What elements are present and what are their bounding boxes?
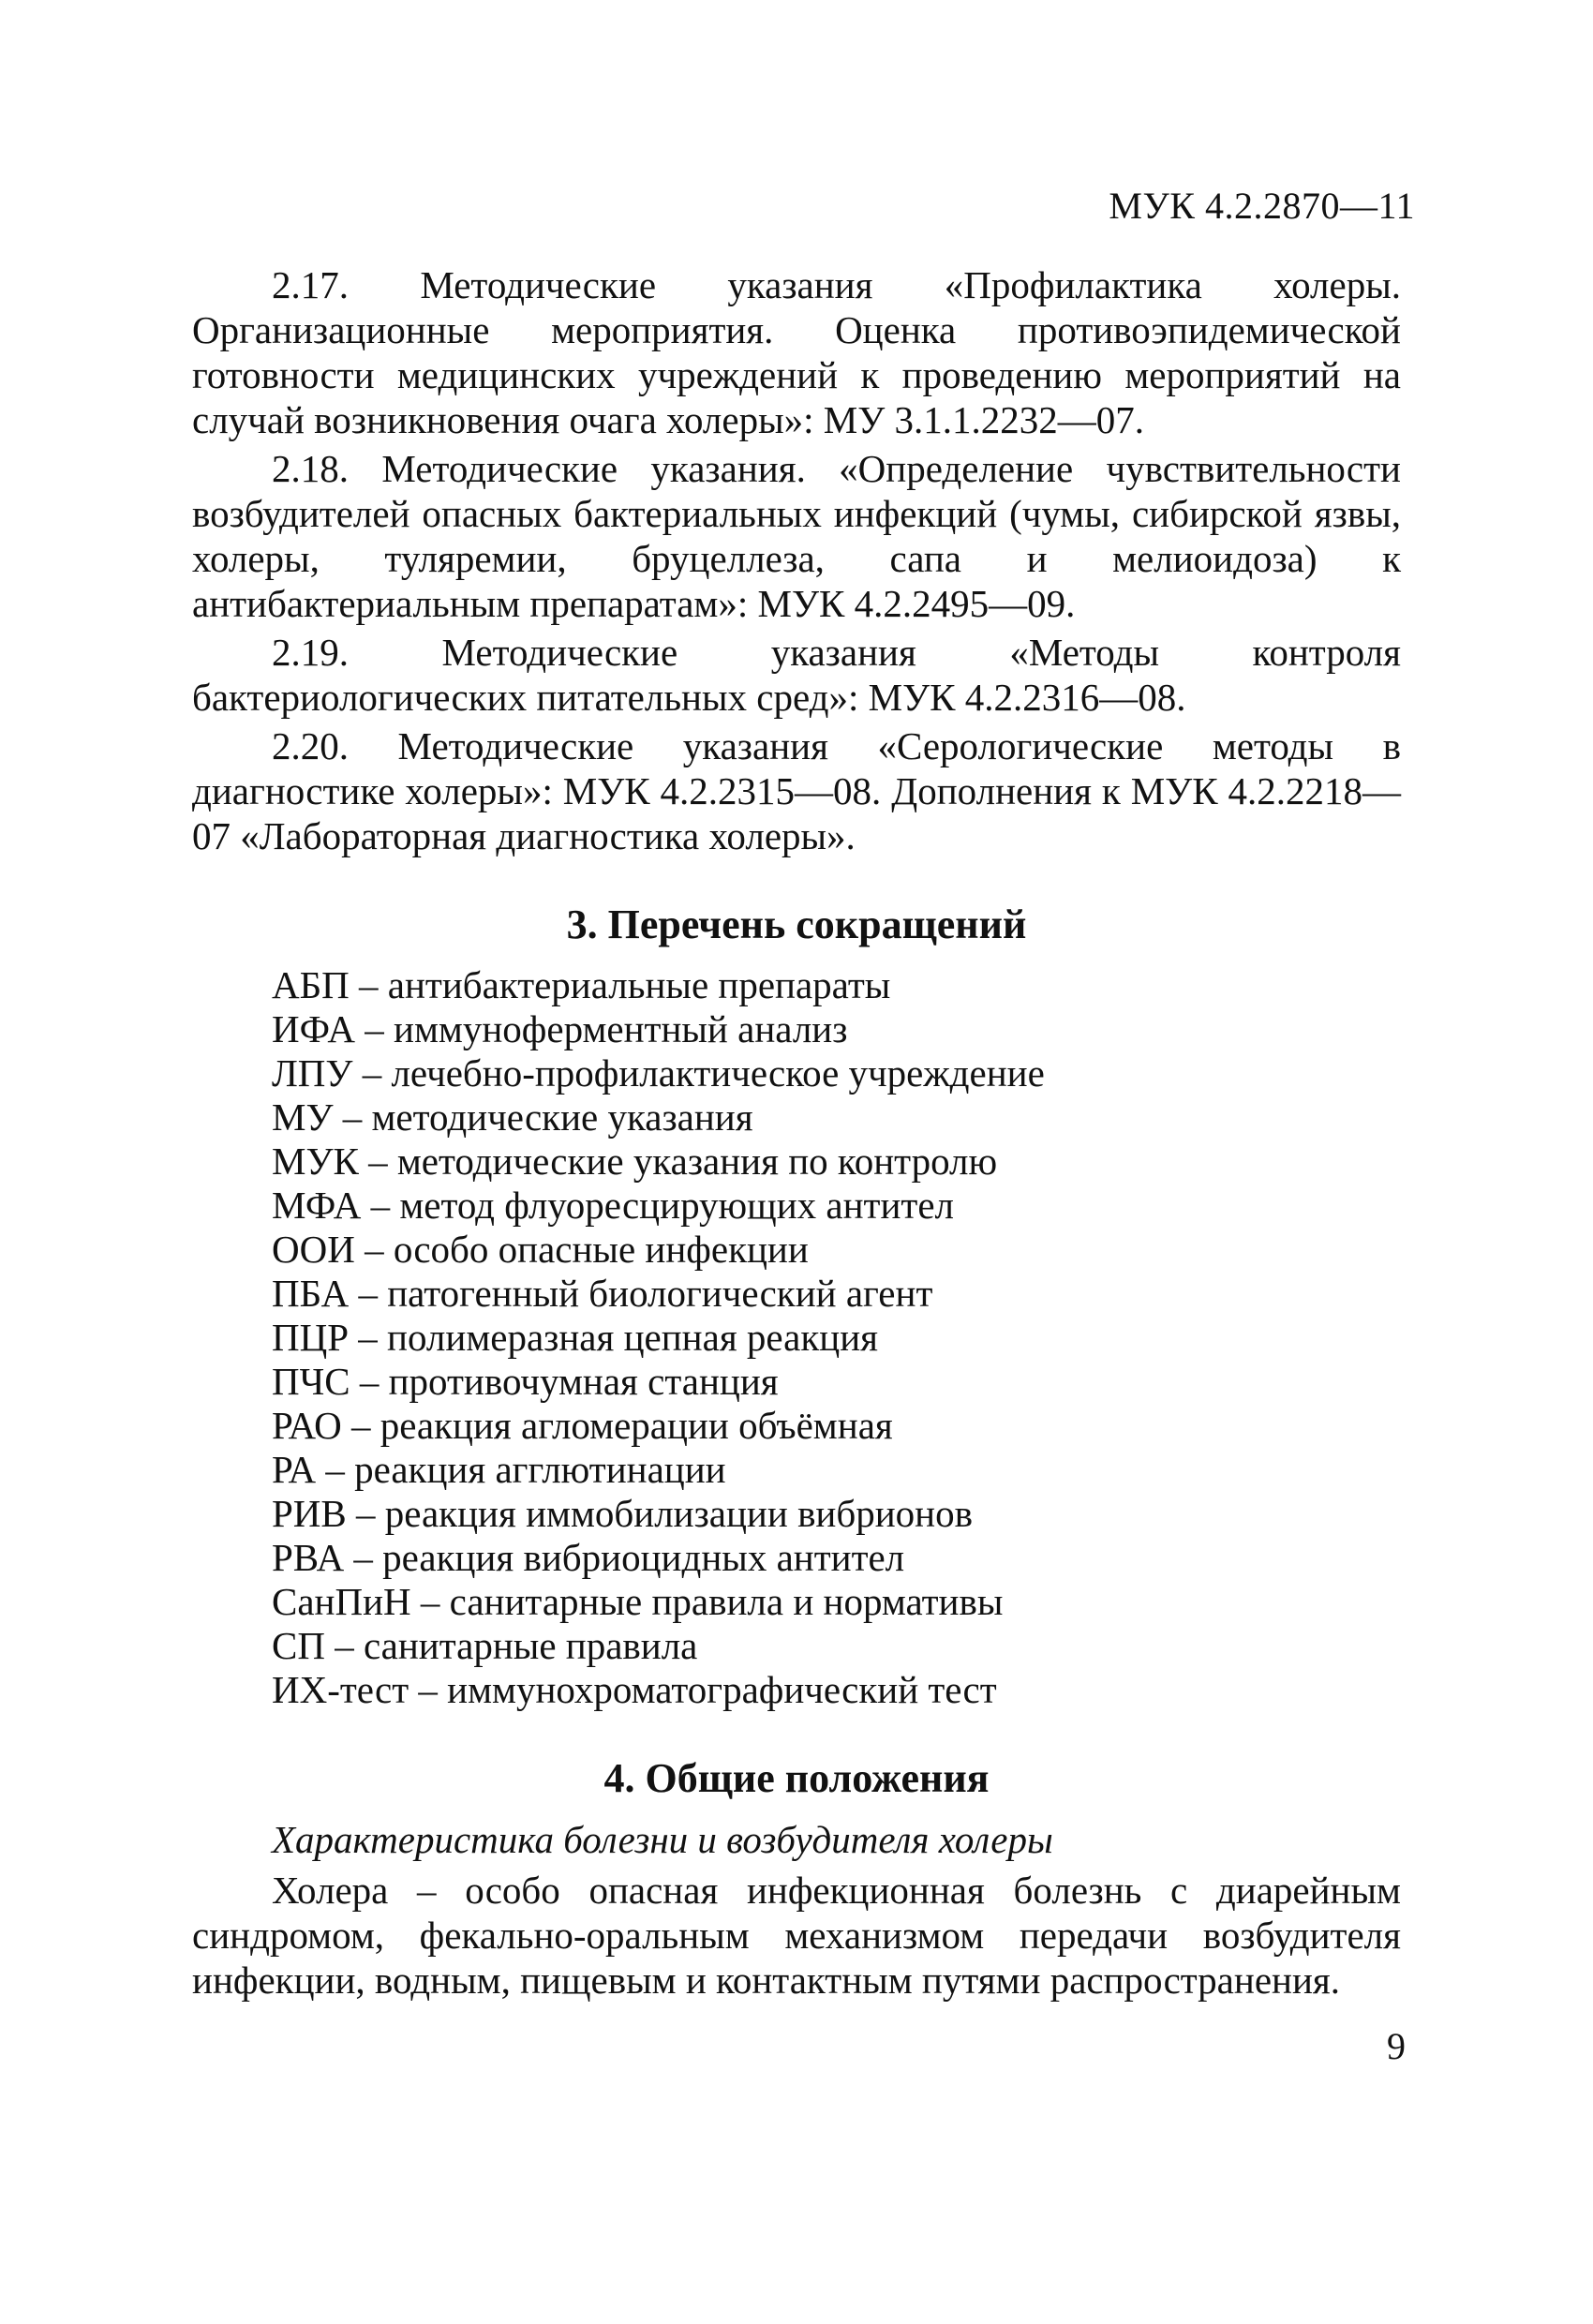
abbreviation-item: ПБА – патогенный биологический агент xyxy=(272,1272,933,1315)
reference-2-19: 2.19. Методические указания «Методы контроля бактериологических питательных сред»: МУК 4.2.2316—08. xyxy=(192,631,1401,719)
document-code-header: МУК 4.2.2870—11 xyxy=(1109,185,1415,227)
reference-2-17: 2.17. Методические указания «Профилактика холеры. Организационные мероприятия. Оценка противоэпидемической готовности медицинских учреждений к проведению мероприятий на случай возникновения очага холеры»: МУ 3.1.1.2232—07. xyxy=(192,263,1401,441)
abbreviation-item: ПЦР – полимеразная цепная реакция xyxy=(272,1316,878,1359)
page-content xyxy=(192,262,1401,2006)
page-number: 9 xyxy=(1387,2025,1406,2067)
abbreviation-item: МУК – методические указания по контролю xyxy=(272,1140,998,1183)
abbreviation-item: АБП – антибактериальные препараты xyxy=(272,963,891,1006)
abbreviation-item: ИХ-тест – иммунохроматографический тест xyxy=(272,1668,997,1711)
abbreviation-item: МФА – метод флуоресцирующих антител xyxy=(272,1184,954,1227)
section-4-paragraph: Холера – особо опасная инфекционная болезнь с диарейным синдромом, фекально-оральным механизмом передачи возбудителя инфекции, водным, пищевым и контактным путями распространения. xyxy=(192,1869,1401,2002)
section-3-title: 3. Перечень сокращений xyxy=(566,901,1027,947)
abbreviations-list xyxy=(192,963,1401,1712)
abbreviation-item: РВА – реакция вибриоцидных антител xyxy=(272,1536,905,1579)
abbreviation-item: ООИ – особо опасные инфекции xyxy=(272,1228,809,1271)
section-4-title: 4. Общие положения xyxy=(603,1755,990,1801)
abbreviation-item: РА – реакция агглютинации xyxy=(272,1448,726,1491)
abbreviation-item: РИВ – реакция иммобилизации вибрионов xyxy=(272,1492,973,1535)
abbreviation-item: МУ – методические указания xyxy=(272,1095,753,1139)
reference-2-20: 2.20. Методические указания «Серологические методы в диагностике холеры»: МУК 4.2.2315—08. Дополнения к МУК 4.2.2218—07 «Лабораторная диагностика холеры». xyxy=(192,724,1401,857)
abbreviation-item: СанПиН – санитарные правила и нормативы xyxy=(272,1580,1004,1623)
reference-2-18: 2.18. Методические указания. «Определение чувствительности возбудителей опасных бактериальных инфекций (чумы, сибирской язвы, холеры, туляремии, бруцеллеза, сапа и мелиоидоза) к антибактериальным препаратам»: МУК 4.2.2495—09. xyxy=(192,447,1401,625)
abbreviation-item: ИФА – иммуноферментный анализ xyxy=(272,1007,848,1050)
abbreviation-item: РАО – реакция агломерации объёмная xyxy=(272,1404,893,1447)
abbreviation-item: ПЧС – противочумная станция xyxy=(272,1360,779,1403)
section-4-subtitle: Характеристика болезни и возбудителя холеры xyxy=(272,1818,1053,1861)
abbreviation-item: ЛПУ – лечебно-профилактическое учреждение xyxy=(272,1051,1045,1095)
abbreviation-item: СП – санитарные правила xyxy=(272,1624,698,1667)
